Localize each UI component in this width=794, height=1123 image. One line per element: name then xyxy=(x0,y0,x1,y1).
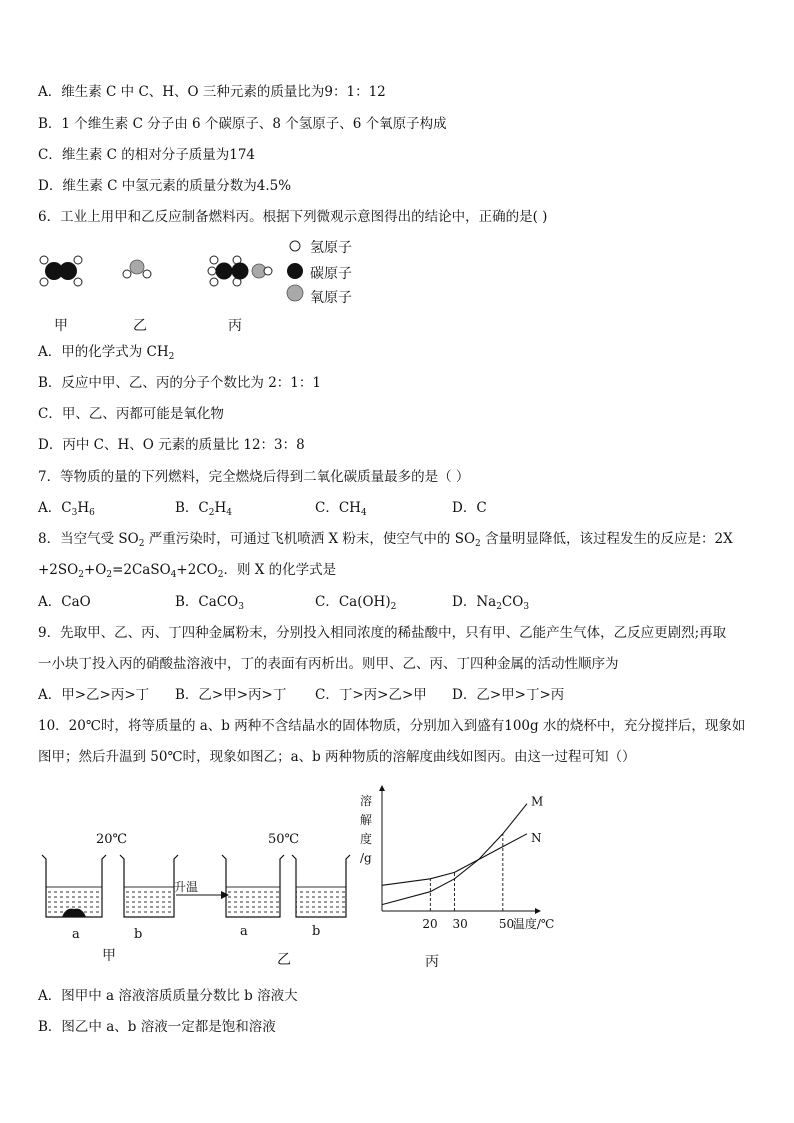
heat-arrow-label: 升温 xyxy=(174,880,199,894)
q5-option-b: B．1 个维生素 C 分子由 6 个碳原子、8 个氢原子、6 个氧原子构成 xyxy=(38,116,447,132)
molecule-label-yi: 乙 xyxy=(133,318,147,334)
beaker-label-b-1: b xyxy=(134,927,143,942)
legend-carbon-icon xyxy=(287,263,303,279)
beaker-label-a-1: a xyxy=(72,927,80,942)
beaker-temp-50: 50℃ xyxy=(268,832,300,847)
q9-option-d: D．乙>甲>丁>丙 xyxy=(452,687,565,703)
beaker-jia-b xyxy=(120,855,178,917)
q7-option-d: D．C xyxy=(452,500,487,516)
q9-option-c: C．丁>丙>乙>甲 xyxy=(315,687,427,703)
q8-option-a: A．CaO xyxy=(38,594,91,610)
q9-option-a: A．甲>乙>丙>丁 xyxy=(38,687,150,703)
q9-stem-line2: 一小块丁投入丙的硝酸盐溶液中，丁的表面有丙析出。则甲、乙、丙、丁四种金属的活动性顺序为 xyxy=(38,656,619,672)
legend-hydrogen-icon xyxy=(290,241,300,251)
q9-stem-line1: 9．先取甲、乙、丙、丁四种金属粉末，分别投入相同浓度的稀盐酸中，只有甲、乙能产生气体，乙反应更剧烈;再取 xyxy=(38,625,727,641)
figure-label-bing: 丙 xyxy=(425,954,439,970)
legend-oxygen-icon xyxy=(287,285,303,301)
legend-oxygen-label: 氧原子 xyxy=(310,290,352,306)
q10-stem-line2: 图甲；然后升温到 50℃时，现象如图乙；a、b 两种物质的溶解度曲线如图丙。由这一过程可知（） xyxy=(38,749,636,765)
q10-stem-line1: 10．20℃时，将等质量的 a、b 两种不含结晶水的固体物质，分别加入到盛有100g 水的烧杯中，充分搅拌后，现象如 xyxy=(38,718,746,734)
series-label-N: N xyxy=(531,830,542,845)
x-tick-label-30: 30 xyxy=(452,917,468,931)
series-line-N xyxy=(382,834,527,886)
x-axis-label: 温度/℃ xyxy=(512,917,555,931)
q10-option-b: B．图乙中 a、b 溶液一定都是饱和溶液 xyxy=(38,1019,276,1035)
q5-option-c: C．维生素 C 的相对分子质量为174 xyxy=(38,147,256,163)
x-tick-label-50: 50 xyxy=(498,917,515,931)
q5-option-a: A．维生素 C 中 C、H、O 三种元素的质量比为9：1：12 xyxy=(38,84,386,100)
solubility-chart xyxy=(356,785,555,945)
q8-stem-line1: 8．当空气受 $SO_2$ 严重污染时，可通过飞机喷洒 X 粉末，使空气中的 $SO_2$ 含量明显降低，该过程发生的反应是：2X xyxy=(38,531,733,549)
q10-option-a: A．图甲中 a 溶液溶质质量分数比 b 溶液大 xyxy=(38,988,298,1004)
q6-option-d: D．丙中 C、H、O 元素的质量比 12：3：8 xyxy=(38,437,305,453)
y-axis-label-char: /g xyxy=(360,851,372,865)
y-axis-label-char: 解 xyxy=(360,813,373,827)
molecule-yi xyxy=(123,260,151,278)
q6-stem: 6．工业上用甲和乙反应制备燃料丙。根据下列微观示意图得出的结论中，正确的是( ) xyxy=(38,209,548,225)
beaker-label-b-2: b xyxy=(312,924,321,939)
beaker-yi-b xyxy=(292,855,350,917)
figure-label-yi: 乙 xyxy=(277,952,291,968)
legend-hydrogen-label: 氢原子 xyxy=(310,240,352,256)
q8-option-d: D．$Na_2CO_3$ xyxy=(452,594,530,612)
legend-carbon-label: 碳原子 xyxy=(310,266,352,282)
molecule-jia xyxy=(40,256,82,286)
series-label-M: M xyxy=(531,794,544,809)
y-axis-label-char: 度 xyxy=(360,832,373,846)
q8-option-c: C．$Ca(OH)_2$ xyxy=(315,594,397,612)
beaker-jia-a xyxy=(42,855,106,917)
q6-option-a: A．甲的化学式为 $CH_2$ xyxy=(38,344,175,362)
beaker-label-a-2: a xyxy=(240,924,248,939)
q9-option-b: B．乙>甲>丙>丁 xyxy=(175,687,287,703)
beaker-temp-20: 20℃ xyxy=(96,832,128,847)
q10-beaker-diagram xyxy=(36,825,376,975)
beaker-yi-a xyxy=(222,855,284,917)
molecule-label-jia: 甲 xyxy=(54,318,68,334)
x-tick-label-20: 20 xyxy=(422,917,438,931)
q5-option-d: D．维生素 C 中氢元素的质量分数为4.5% xyxy=(38,178,292,194)
chart-axes xyxy=(379,785,544,914)
q6-option-b: B．反应中甲、乙、丙的分子个数比为 2：1：1 xyxy=(38,375,321,391)
q8-option-b: B．CaCO$_3$ xyxy=(175,594,244,612)
y-axis-arrow-icon xyxy=(379,785,385,791)
q8-stem-line2: $+2SO_2+O_2=2CaSO_4+2CO_2$．则 X 的化学式是 xyxy=(38,562,337,580)
q7-stem: 7．等物质的量的下列燃料，完全燃烧后得到二氧化碳质量最多的是（ ） xyxy=(38,469,470,485)
q7-option-b: B．$C_2H_4$ xyxy=(175,500,232,518)
q7-option-c: C．$CH_4$ xyxy=(315,500,367,518)
q7-option-a: A．$C_3H_6$ xyxy=(38,500,95,518)
figure-label-jia: 甲 xyxy=(102,948,116,964)
q6-option-c: C．甲、乙、丙都可能是氧化物 xyxy=(38,406,224,422)
x-axis-arrow-icon xyxy=(535,908,541,914)
y-axis-label-char: 溶 xyxy=(360,794,373,808)
molecule-label-bing: 丙 xyxy=(228,318,242,334)
molecule-bing xyxy=(208,256,272,286)
